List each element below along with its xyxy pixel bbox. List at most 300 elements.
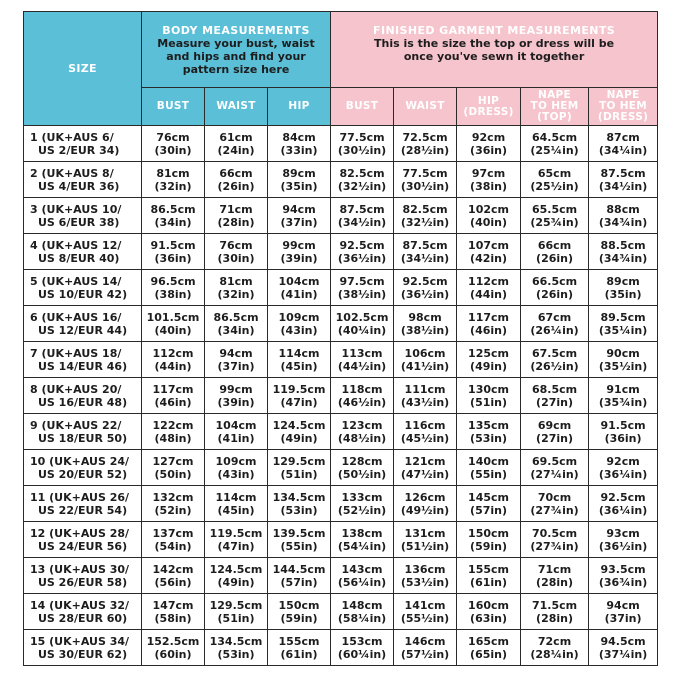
measurement-in: (47½in): [400, 467, 450, 481]
measurement-cm: 70.5cm: [531, 526, 578, 540]
column-header-line: (TOP): [537, 111, 572, 123]
measurement-cm: 136cm: [404, 562, 446, 576]
measurement-cell: [331, 414, 394, 450]
table-row: [24, 306, 658, 342]
measurement-cell: [521, 198, 589, 234]
measurement-in: (54in): [154, 539, 192, 553]
measurement-cm: 109cm: [215, 454, 257, 468]
measurement-in: (36¼in): [598, 467, 648, 481]
measurement-cm: 77.5cm: [402, 166, 448, 180]
measurement-cell: [457, 162, 521, 198]
size-cell: [24, 162, 142, 198]
measurement-cell: [205, 522, 268, 558]
measurement-in: (57in): [280, 575, 318, 589]
measurement-cell: [142, 198, 205, 234]
size-column-header: SIZE: [24, 12, 142, 126]
measurement-in: (63in): [470, 611, 508, 625]
measurement-cm: 142cm: [152, 562, 194, 576]
measurement-in: (53in): [470, 431, 508, 445]
measurement-cm: 114cm: [278, 346, 320, 360]
measurement-cell: [394, 306, 457, 342]
measurement-cell: [394, 486, 457, 522]
measurement-cell: [521, 378, 589, 414]
measurement-cm: 90cm: [606, 346, 640, 360]
measurement-cell: [142, 630, 205, 666]
measurement-in: (37in): [280, 215, 318, 229]
measurement-cell: [331, 558, 394, 594]
measurement-in: (41in): [217, 431, 255, 445]
measurement-cm: 117cm: [152, 382, 194, 396]
measurement-cm: 87cm: [606, 130, 640, 144]
measurement-cell: [142, 342, 205, 378]
measurement-cell: [268, 450, 331, 486]
measurement-cm: 65.5cm: [531, 202, 578, 216]
measurement-cell: [142, 522, 205, 558]
measurement-cell: [589, 558, 658, 594]
measurement-cm: 135cm: [468, 418, 509, 432]
measurement-in: (34½in): [598, 179, 648, 193]
measurement-in: (43in): [217, 467, 255, 481]
measurement-in: (50in): [154, 467, 192, 481]
column-header-line: HIP: [477, 94, 500, 107]
measurement-cm: 89cm: [606, 274, 640, 288]
size-label-line: US 8/EUR 40): [38, 251, 120, 265]
finished-garment-subtitle-line: once you've sewn it together: [403, 50, 585, 63]
measurement-cm: 97.5cm: [339, 274, 385, 288]
size-label-line: 8 (UK+AUS 20/: [30, 382, 122, 396]
size-cell: [24, 342, 142, 378]
garment-nape-to-hem-dress-column-header: [589, 88, 658, 126]
measurement-in: (53in): [217, 647, 255, 661]
size-label-line: 3 (UK+AUS 10/: [30, 202, 122, 216]
measurement-in: (38½in): [337, 287, 387, 301]
measurement-in: (25½in): [530, 179, 579, 193]
table-row: [24, 594, 658, 630]
size-label-line: 11 (UK+AUS 26/: [30, 490, 130, 504]
measurement-in: (46½in): [337, 395, 387, 409]
measurement-cell: [457, 522, 521, 558]
measurement-cm: 89.5cm: [600, 310, 646, 324]
measurement-cell: [331, 486, 394, 522]
measurement-in: (27¼in): [530, 467, 579, 481]
size-label-line: 4 (UK+AUS 12/: [30, 238, 122, 252]
measurement-in: (56in): [154, 575, 192, 589]
measurement-cell: [394, 594, 457, 630]
measurement-cm: 71cm: [219, 202, 253, 216]
garment-hip-dress-column-header: [457, 88, 521, 126]
measurement-cell: [457, 378, 521, 414]
measurement-cm: 87.5cm: [600, 166, 646, 180]
measurement-cm: 124.5cm: [209, 562, 263, 576]
measurement-cm: 81cm: [219, 274, 253, 288]
measurement-cm: 153cm: [341, 634, 383, 648]
body-waist-column-header: [205, 88, 268, 126]
measurement-cm: 66cm: [537, 238, 572, 252]
measurement-in: (42in): [470, 251, 508, 265]
measurement-cell: [457, 558, 521, 594]
measurement-cm: 125cm: [468, 346, 509, 360]
column-header-line: TO HEM: [599, 100, 648, 112]
measurement-in: (32in): [154, 179, 192, 193]
measurement-cm: 122cm: [152, 418, 194, 432]
measurement-in: (28¼in): [530, 647, 579, 661]
measurement-cm: 88.5cm: [600, 238, 646, 252]
measurement-in: (41in): [280, 287, 318, 301]
measurement-in: (30½in): [400, 179, 450, 193]
measurement-cell: [331, 450, 394, 486]
measurement-cm: 130cm: [468, 382, 509, 396]
measurement-cm: 69cm: [537, 418, 572, 432]
table-row: [24, 126, 658, 162]
column-header-line: NAPE: [606, 89, 640, 101]
measurement-cell: [394, 378, 457, 414]
measurement-in: (32½in): [337, 179, 387, 193]
measurement-in: (53½in): [400, 575, 450, 589]
measurement-cm: 102cm: [468, 202, 509, 216]
measurement-in: (56¼in): [337, 575, 387, 589]
measurement-cm: 67cm: [537, 310, 572, 324]
measurement-cm: 104cm: [215, 418, 257, 432]
measurement-cm: 89cm: [282, 166, 316, 180]
size-cell: [24, 630, 142, 666]
measurement-cm: 92.5cm: [339, 238, 385, 252]
measurement-in: (34¾in): [598, 215, 648, 229]
size-label-line: US 4/EUR 36): [38, 179, 120, 193]
measurement-cm: 92.5cm: [600, 490, 646, 504]
measurement-cm: 92cm: [606, 454, 640, 468]
measurement-cell: [521, 630, 589, 666]
measurement-cm: 133cm: [341, 490, 383, 504]
measurement-cm: 91.5cm: [150, 238, 196, 252]
measurement-cell: [394, 126, 457, 162]
measurement-cm: 137cm: [152, 526, 194, 540]
measurement-in: (36½in): [337, 251, 387, 265]
body-measurements-subtitle-line: Measure your bust, waist: [157, 36, 315, 50]
measurement-in: (30½in): [337, 143, 387, 157]
measurement-cm: 94cm: [219, 346, 253, 360]
measurement-cell: [589, 630, 658, 666]
measurement-cm: 134.5cm: [209, 634, 263, 648]
measurement-cell: [457, 126, 521, 162]
measurement-cm: 139.5cm: [272, 526, 326, 540]
measurement-cell: [268, 306, 331, 342]
measurement-cm: 71.5cm: [531, 598, 578, 612]
measurement-cm: 112cm: [468, 274, 509, 288]
table-row: [24, 450, 658, 486]
size-label-line: US 2/EUR 34): [38, 143, 120, 157]
measurement-in: (57in): [470, 503, 508, 517]
measurement-cell: [268, 234, 331, 270]
measurement-in: (36¼in): [598, 503, 648, 517]
measurement-in: (46in): [154, 395, 192, 409]
measurement-cm: 140cm: [468, 454, 509, 468]
measurement-cell: [589, 270, 658, 306]
measurement-cell: [331, 162, 394, 198]
measurement-cm: 123cm: [341, 418, 383, 432]
measurement-cm: 82.5cm: [402, 202, 448, 216]
measurement-cell: [331, 342, 394, 378]
measurement-in: (38in): [154, 287, 192, 301]
measurement-in: (28in): [536, 575, 574, 589]
measurement-cm: 82.5cm: [339, 166, 385, 180]
measurement-cell: [589, 126, 658, 162]
measurement-cm: 87.5cm: [339, 202, 385, 216]
measurement-cm: 81cm: [156, 166, 190, 180]
measurement-cell: [205, 342, 268, 378]
measurement-cell: [268, 270, 331, 306]
measurement-in: (34¾in): [598, 251, 648, 265]
garment-waist-column-header: [394, 88, 457, 126]
measurement-cm: 104cm: [278, 274, 320, 288]
measurement-cm: 88cm: [606, 202, 640, 216]
measurement-cell: [142, 234, 205, 270]
measurement-cm: 124.5cm: [272, 418, 326, 432]
measurement-in: (47in): [280, 395, 318, 409]
column-header-line: TO HEM: [530, 100, 579, 112]
measurement-cm: 94cm: [282, 202, 316, 216]
column-header-line: (DRESS): [597, 111, 649, 123]
measurement-in: (35¼in): [598, 323, 648, 337]
measurement-cell: [521, 270, 589, 306]
measurement-cell: [268, 162, 331, 198]
size-label-line: 5 (UK+AUS 14/: [30, 274, 122, 288]
measurement-in: (30in): [217, 251, 255, 265]
measurement-in: (35½in): [598, 359, 648, 373]
measurement-cell: [331, 270, 394, 306]
measurement-cm: 119.5cm: [272, 382, 326, 396]
measurement-in: (44in): [470, 287, 508, 301]
measurement-cm: 141cm: [404, 598, 446, 612]
measurement-in: (60in): [154, 647, 192, 661]
measurement-cm: 116cm: [404, 418, 446, 432]
measurement-in: (36in): [604, 431, 642, 445]
measurement-cm: 106cm: [404, 346, 446, 360]
measurement-cm: 127cm: [152, 454, 194, 468]
measurement-cell: [205, 450, 268, 486]
size-cell: [24, 306, 142, 342]
measurement-cm: 147cm: [152, 598, 194, 612]
measurement-in: (40¼in): [337, 323, 387, 337]
measurement-cell: [331, 522, 394, 558]
measurement-cell: [589, 522, 658, 558]
table-row: [24, 270, 658, 306]
measurement-in: (37in): [604, 611, 642, 625]
measurement-in: (39in): [217, 395, 255, 409]
measurement-cm: 94.5cm: [600, 634, 646, 648]
measurement-cm: 109cm: [278, 310, 320, 324]
measurement-cell: [457, 198, 521, 234]
measurement-in: (59in): [280, 611, 318, 625]
measurement-cm: 102.5cm: [335, 310, 389, 324]
size-label-line: 12 (UK+AUS 28/: [30, 526, 130, 540]
measurement-cm: 91.5cm: [600, 418, 646, 432]
measurement-cell: [521, 594, 589, 630]
measurement-in: (59in): [470, 539, 508, 553]
measurement-cm: 66.5cm: [531, 274, 578, 288]
size-label-line: 7 (UK+AUS 18/: [30, 346, 122, 360]
measurement-in: (26¼in): [530, 323, 579, 337]
measurement-in: (50½in): [337, 467, 387, 481]
measurement-cm: 107cm: [468, 238, 509, 252]
table-row: [24, 162, 658, 198]
measurement-in: (34½in): [337, 215, 387, 229]
size-label-line: 9 (UK+AUS 22/: [30, 418, 122, 432]
size-label-line: US 10/EUR 42): [38, 287, 128, 301]
measurement-in: (48in): [154, 431, 192, 445]
measurement-in: (34in): [154, 215, 192, 229]
measurement-in: (53in): [280, 503, 318, 517]
measurement-cm: 84cm: [282, 130, 316, 144]
finished-garment-title: FINISHED GARMENT MEASUREMENTS: [373, 24, 616, 37]
measurement-in: (55in): [280, 539, 318, 553]
garment-nape-to-hem-top-column-header: [521, 88, 589, 126]
measurement-in: (41½in): [400, 359, 450, 373]
measurement-cell: [142, 450, 205, 486]
measurement-cm: 98cm: [408, 310, 442, 324]
measurement-in: (49½in): [400, 503, 450, 517]
measurement-cell: [205, 630, 268, 666]
measurement-cell: [394, 558, 457, 594]
size-label-line: US 6/EUR 38): [38, 215, 120, 229]
measurement-cell: [205, 162, 268, 198]
measurement-in: (44in): [154, 359, 192, 373]
measurement-cell: [394, 414, 457, 450]
measurement-in: (25¾in): [530, 215, 579, 229]
measurement-in: (26½in): [530, 359, 579, 373]
table-row: [24, 486, 658, 522]
measurement-in: (36½in): [400, 287, 450, 301]
measurement-in: (26in): [217, 179, 255, 193]
measurement-in: (52in): [154, 503, 192, 517]
measurement-cell: [521, 342, 589, 378]
measurement-cell: [521, 486, 589, 522]
table-row: [24, 198, 658, 234]
measurement-in: (39in): [280, 251, 318, 265]
measurement-in: (28½in): [400, 143, 450, 157]
measurement-cell: [205, 270, 268, 306]
measurement-in: (35¾in): [598, 395, 648, 409]
measurement-cm: 145cm: [468, 490, 509, 504]
measurement-cell: [205, 198, 268, 234]
measurement-cell: [142, 306, 205, 342]
measurement-in: (60¼in): [337, 647, 387, 661]
measurement-in: (58in): [154, 611, 192, 625]
size-label-line: 14 (UK+AUS 32/: [30, 598, 130, 612]
size-label-line: US 14/EUR 46): [38, 359, 128, 373]
size-label-line: US 20/EUR 52): [38, 467, 128, 481]
measurement-cm: 86.5cm: [213, 310, 259, 324]
measurement-in: (49in): [470, 359, 508, 373]
measurement-cell: [521, 234, 589, 270]
measurement-cm: 160cm: [468, 598, 509, 612]
measurement-cell: [589, 594, 658, 630]
size-chart: [23, 11, 658, 666]
measurement-cell: [394, 234, 457, 270]
measurement-in: (47in): [217, 539, 255, 553]
measurement-cm: 155cm: [278, 634, 320, 648]
measurement-cm: 92cm: [471, 130, 506, 144]
measurement-cell: [457, 450, 521, 486]
measurement-cell: [205, 378, 268, 414]
size-label-line: 13 (UK+AUS 30/: [30, 562, 130, 576]
measurement-cell: [142, 378, 205, 414]
measurement-in: (38in): [470, 179, 508, 193]
measurement-cell: [457, 594, 521, 630]
measurement-cm: 96.5cm: [150, 274, 196, 288]
measurement-cell: [589, 234, 658, 270]
measurement-cm: 72cm: [537, 634, 572, 648]
measurement-cell: [521, 306, 589, 342]
measurement-cell: [521, 162, 589, 198]
measurement-cm: 99cm: [219, 382, 253, 396]
measurement-cell: [589, 306, 658, 342]
column-header-line: WAIST: [216, 100, 256, 112]
measurement-in: (26in): [536, 251, 574, 265]
measurement-cm: 111cm: [404, 382, 446, 396]
measurement-cell: [589, 162, 658, 198]
measurement-cm: 126cm: [404, 490, 446, 504]
size-cell: [24, 594, 142, 630]
measurement-cell: [457, 414, 521, 450]
measurement-cm: 138cm: [341, 526, 383, 540]
measurement-cell: [268, 558, 331, 594]
measurement-cell: [457, 234, 521, 270]
body-measurements-header: [142, 12, 331, 88]
measurement-cell: [394, 270, 457, 306]
measurement-cm: 92.5cm: [402, 274, 448, 288]
size-label-line: US 24/EUR 56): [38, 539, 128, 553]
size-cell: [24, 522, 142, 558]
measurement-in: (55in): [470, 467, 508, 481]
measurement-in: (38½in): [400, 323, 450, 337]
measurement-in: (49in): [217, 575, 255, 589]
measurement-cm: 64.5cm: [531, 130, 578, 144]
measurement-cell: [268, 126, 331, 162]
measurement-cell: [268, 198, 331, 234]
measurement-cell: [268, 594, 331, 630]
measurement-in: (51in): [280, 467, 318, 481]
measurement-in: (58¼in): [337, 611, 387, 625]
measurement-cell: [142, 162, 205, 198]
measurement-cm: 91cm: [606, 382, 640, 396]
measurement-in: (43in): [280, 323, 318, 337]
measurement-cm: 155cm: [468, 562, 509, 576]
body-measurements-subtitle-line: and hips and find your: [166, 49, 306, 63]
measurement-cell: [457, 486, 521, 522]
measurement-cell: [331, 126, 394, 162]
measurement-cell: [268, 414, 331, 450]
measurement-cell: [268, 342, 331, 378]
size-cell: [24, 234, 142, 270]
measurement-cell: [457, 270, 521, 306]
measurement-in: (43½in): [400, 395, 450, 409]
measurement-cell: [142, 558, 205, 594]
measurement-in: (40in): [154, 323, 192, 337]
size-label-line: 6 (UK+AUS 16/: [30, 310, 122, 324]
measurement-in: (35in): [280, 179, 318, 193]
measurement-in: (49in): [280, 431, 318, 445]
measurement-cm: 76cm: [156, 130, 190, 144]
measurement-in: (37in): [217, 359, 255, 373]
measurement-in: (36in): [154, 251, 192, 265]
measurement-cm: 152.5cm: [146, 634, 200, 648]
measurement-in: (45½in): [400, 431, 450, 445]
measurement-cm: 144.5cm: [272, 562, 326, 576]
measurement-in: (32½in): [400, 215, 450, 229]
size-label-line: US 12/EUR 44): [38, 323, 128, 337]
measurement-in: (28in): [536, 611, 574, 625]
measurement-cm: 65cm: [537, 166, 572, 180]
